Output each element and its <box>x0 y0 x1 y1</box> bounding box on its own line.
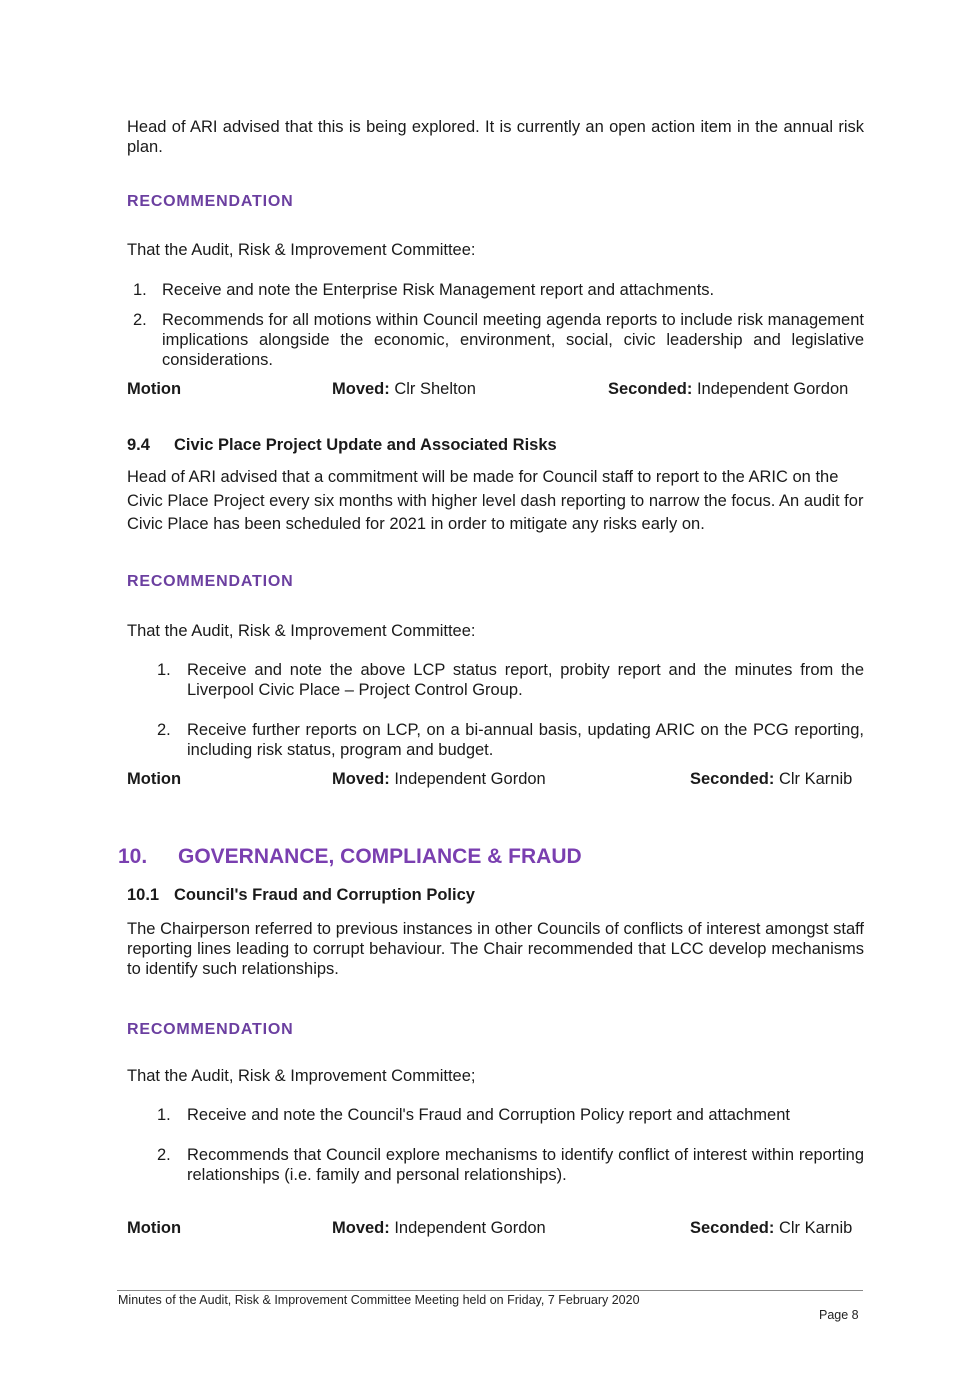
list-item: Recommends that Council explore mechanisms to identify conflict of interest within reporting relationships (i.e. family and personal relationships). <box>187 1146 864 1184</box>
list-item-number: 1. <box>157 1106 171 1124</box>
footer-divider <box>117 1290 863 1291</box>
recommendation-lead: That the Audit, Risk & Improvement Committee: <box>127 241 476 259</box>
list-item-number: 2. <box>157 1146 171 1164</box>
motion-label: Motion <box>127 1219 182 1237</box>
list-item: Receive and note the Enterprise Risk Management report and attachments. <box>162 281 715 299</box>
recommendation-lead: That the Audit, Risk & Improvement Committee; <box>127 1067 476 1085</box>
intro-paragraph: Head of ARI advised that this is being explored. It is currently an open action item in the annual risk plan. <box>127 118 864 156</box>
section-title: Council's Fraud and Corruption Policy <box>174 886 475 904</box>
section-title: Civic Place Project Update and Associated Risks <box>174 436 557 454</box>
list-item: Receive further reports on LCP, on a bi-annual basis, updating ARIC on the PCG reporting, including risk status, program and budget. <box>187 721 864 759</box>
section-number: 10.1 <box>127 886 160 904</box>
section-heading-number: 10. <box>118 845 148 868</box>
footer-text: Minutes of the Audit, Risk & Improvement Committee Meeting held on Friday, 7 February 2020 <box>118 1293 640 1307</box>
section-number: 9.4 <box>127 436 150 454</box>
motion-row <box>127 379 864 399</box>
recommendation-lead: That the Audit, Risk & Improvement Committee: <box>127 622 476 640</box>
recommendation-heading: RECOMMENDATION <box>127 573 294 590</box>
moved-by: Moved: Independent Gordon <box>332 1219 546 1237</box>
moved-by: Moved: Clr Shelton <box>332 380 476 398</box>
page-number: Page 8 <box>819 1308 859 1322</box>
list-item-number: 1. <box>157 661 171 679</box>
list-item: Receive and note the Council's Fraud and Corruption Policy report and attachment <box>187 1106 790 1124</box>
motion-label: Motion <box>127 770 182 788</box>
section-heading: GOVERNANCE, COMPLIANCE & FRAUD <box>178 845 582 868</box>
seconded-by: Seconded: Clr Karnib <box>690 770 853 788</box>
moved-by: Moved: Independent Gordon <box>332 770 546 788</box>
section-body: Head of ARI advised that a commitment will be made for Council staff to report to the ARIC on the Civic Place Project every six months with higher level dash reporting to narrow the focus. An audit for Civic Place has been scheduled for 2021 in order to mitigate any risks early on. <box>127 468 864 533</box>
seconded-by: Seconded: Clr Karnib <box>690 1219 853 1237</box>
motion-row <box>127 769 864 789</box>
motion-label: Motion <box>127 380 182 398</box>
motion-row <box>127 1218 864 1238</box>
section-body: The Chairperson referred to previous instances in other Councils of conflicts of interest amongst staff reporting lines leading to corrupt behaviour. The Chair recommended that LCC develop mechanisms to identify such relationships. <box>127 920 864 978</box>
list-item-number: 2. <box>133 311 147 329</box>
seconded-by: Seconded: Independent Gordon <box>608 380 849 398</box>
recommendation-heading: RECOMMENDATION <box>127 193 294 210</box>
list-item: Receive and note the above LCP status report, probity report and the minutes from the Liverpool Civic Place – Project Control Group. <box>187 661 864 699</box>
list-item-number: 1. <box>133 281 147 299</box>
list-item-number: 2. <box>157 721 171 739</box>
recommendation-heading: RECOMMENDATION <box>127 1021 294 1038</box>
list-item: Recommends for all motions within Council meeting agenda reports to include risk management implications alongside the economic, environment, social, civic leadership and legislative considerations. <box>162 311 864 369</box>
